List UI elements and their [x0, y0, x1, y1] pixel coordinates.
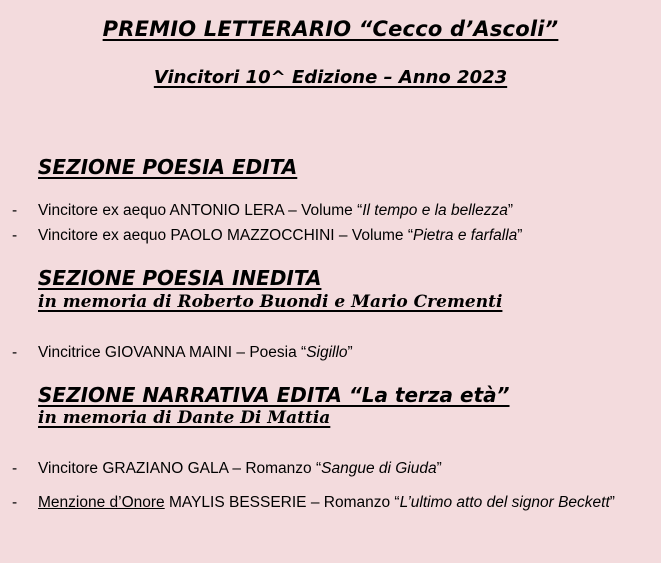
- winner-text: Vincitore ex aequo PAOLO MAZZOCCHINI – Volume “: [38, 227, 414, 244]
- list-item-text: [38, 224, 632, 247]
- section-memo-narrativa-edita: in memoria di Dante Di Mattia: [38, 408, 331, 428]
- list-bullet: -: [12, 202, 18, 219]
- document-title: PREMIO LETTERARIO “Cecco d’Ascoli”: [102, 17, 559, 41]
- list-item: [12, 199, 632, 222]
- winner-text: Vincitore ex aequo ANTONIO LERA – Volume “: [38, 202, 363, 219]
- honor-mention: Menzione d’Onore: [38, 494, 165, 511]
- list-item-text: [38, 199, 632, 222]
- closing-quote: ”: [517, 227, 523, 244]
- work-title: Pietra e farfalla: [413, 227, 518, 244]
- work-title: Sangue di Giuda: [321, 460, 437, 477]
- list-bullet: -: [12, 460, 18, 477]
- winner-text: Vincitrice GIOVANNA MAINI – Poesia “: [38, 344, 307, 361]
- closing-quote: ”: [609, 494, 615, 511]
- list-item-text: [38, 341, 632, 364]
- list-bullet: -: [12, 344, 18, 361]
- list-item: [12, 491, 632, 514]
- list-item-text: [38, 457, 632, 480]
- section-heading-poesia-edita: SEZIONE POESIA EDITA: [38, 155, 298, 179]
- winner-text: MAYLIS BESSERIE – Romanzo “: [164, 494, 400, 511]
- list-item: [12, 457, 632, 480]
- document-subtitle: Vincitori 10^ Edizione – Anno 2023: [153, 67, 508, 88]
- list-item-text: [38, 491, 632, 514]
- closing-quote: ”: [347, 344, 353, 361]
- work-title: Sigillo: [306, 344, 348, 361]
- list-item: [12, 341, 632, 364]
- work-title: Il tempo e la bellezza: [362, 202, 508, 219]
- section-memo-poesia-inedita: in memoria di Roberto Buondi e Mario Crementi: [38, 292, 503, 312]
- section-heading-poesia-inedita: SEZIONE POESIA INEDITA: [38, 266, 322, 290]
- list-bullet: -: [12, 227, 18, 244]
- winner-text: Vincitore GRAZIANO GALA – Romanzo “: [38, 460, 322, 477]
- list-bullet: -: [12, 494, 18, 511]
- closing-quote: ”: [436, 460, 442, 477]
- closing-quote: ”: [507, 202, 514, 219]
- work-title: L’ultimo atto del signor Beckett: [399, 494, 610, 511]
- list-item: [12, 224, 632, 247]
- section-heading-narrativa-edita: SEZIONE NARRATIVA EDITA “La terza età”: [38, 383, 510, 407]
